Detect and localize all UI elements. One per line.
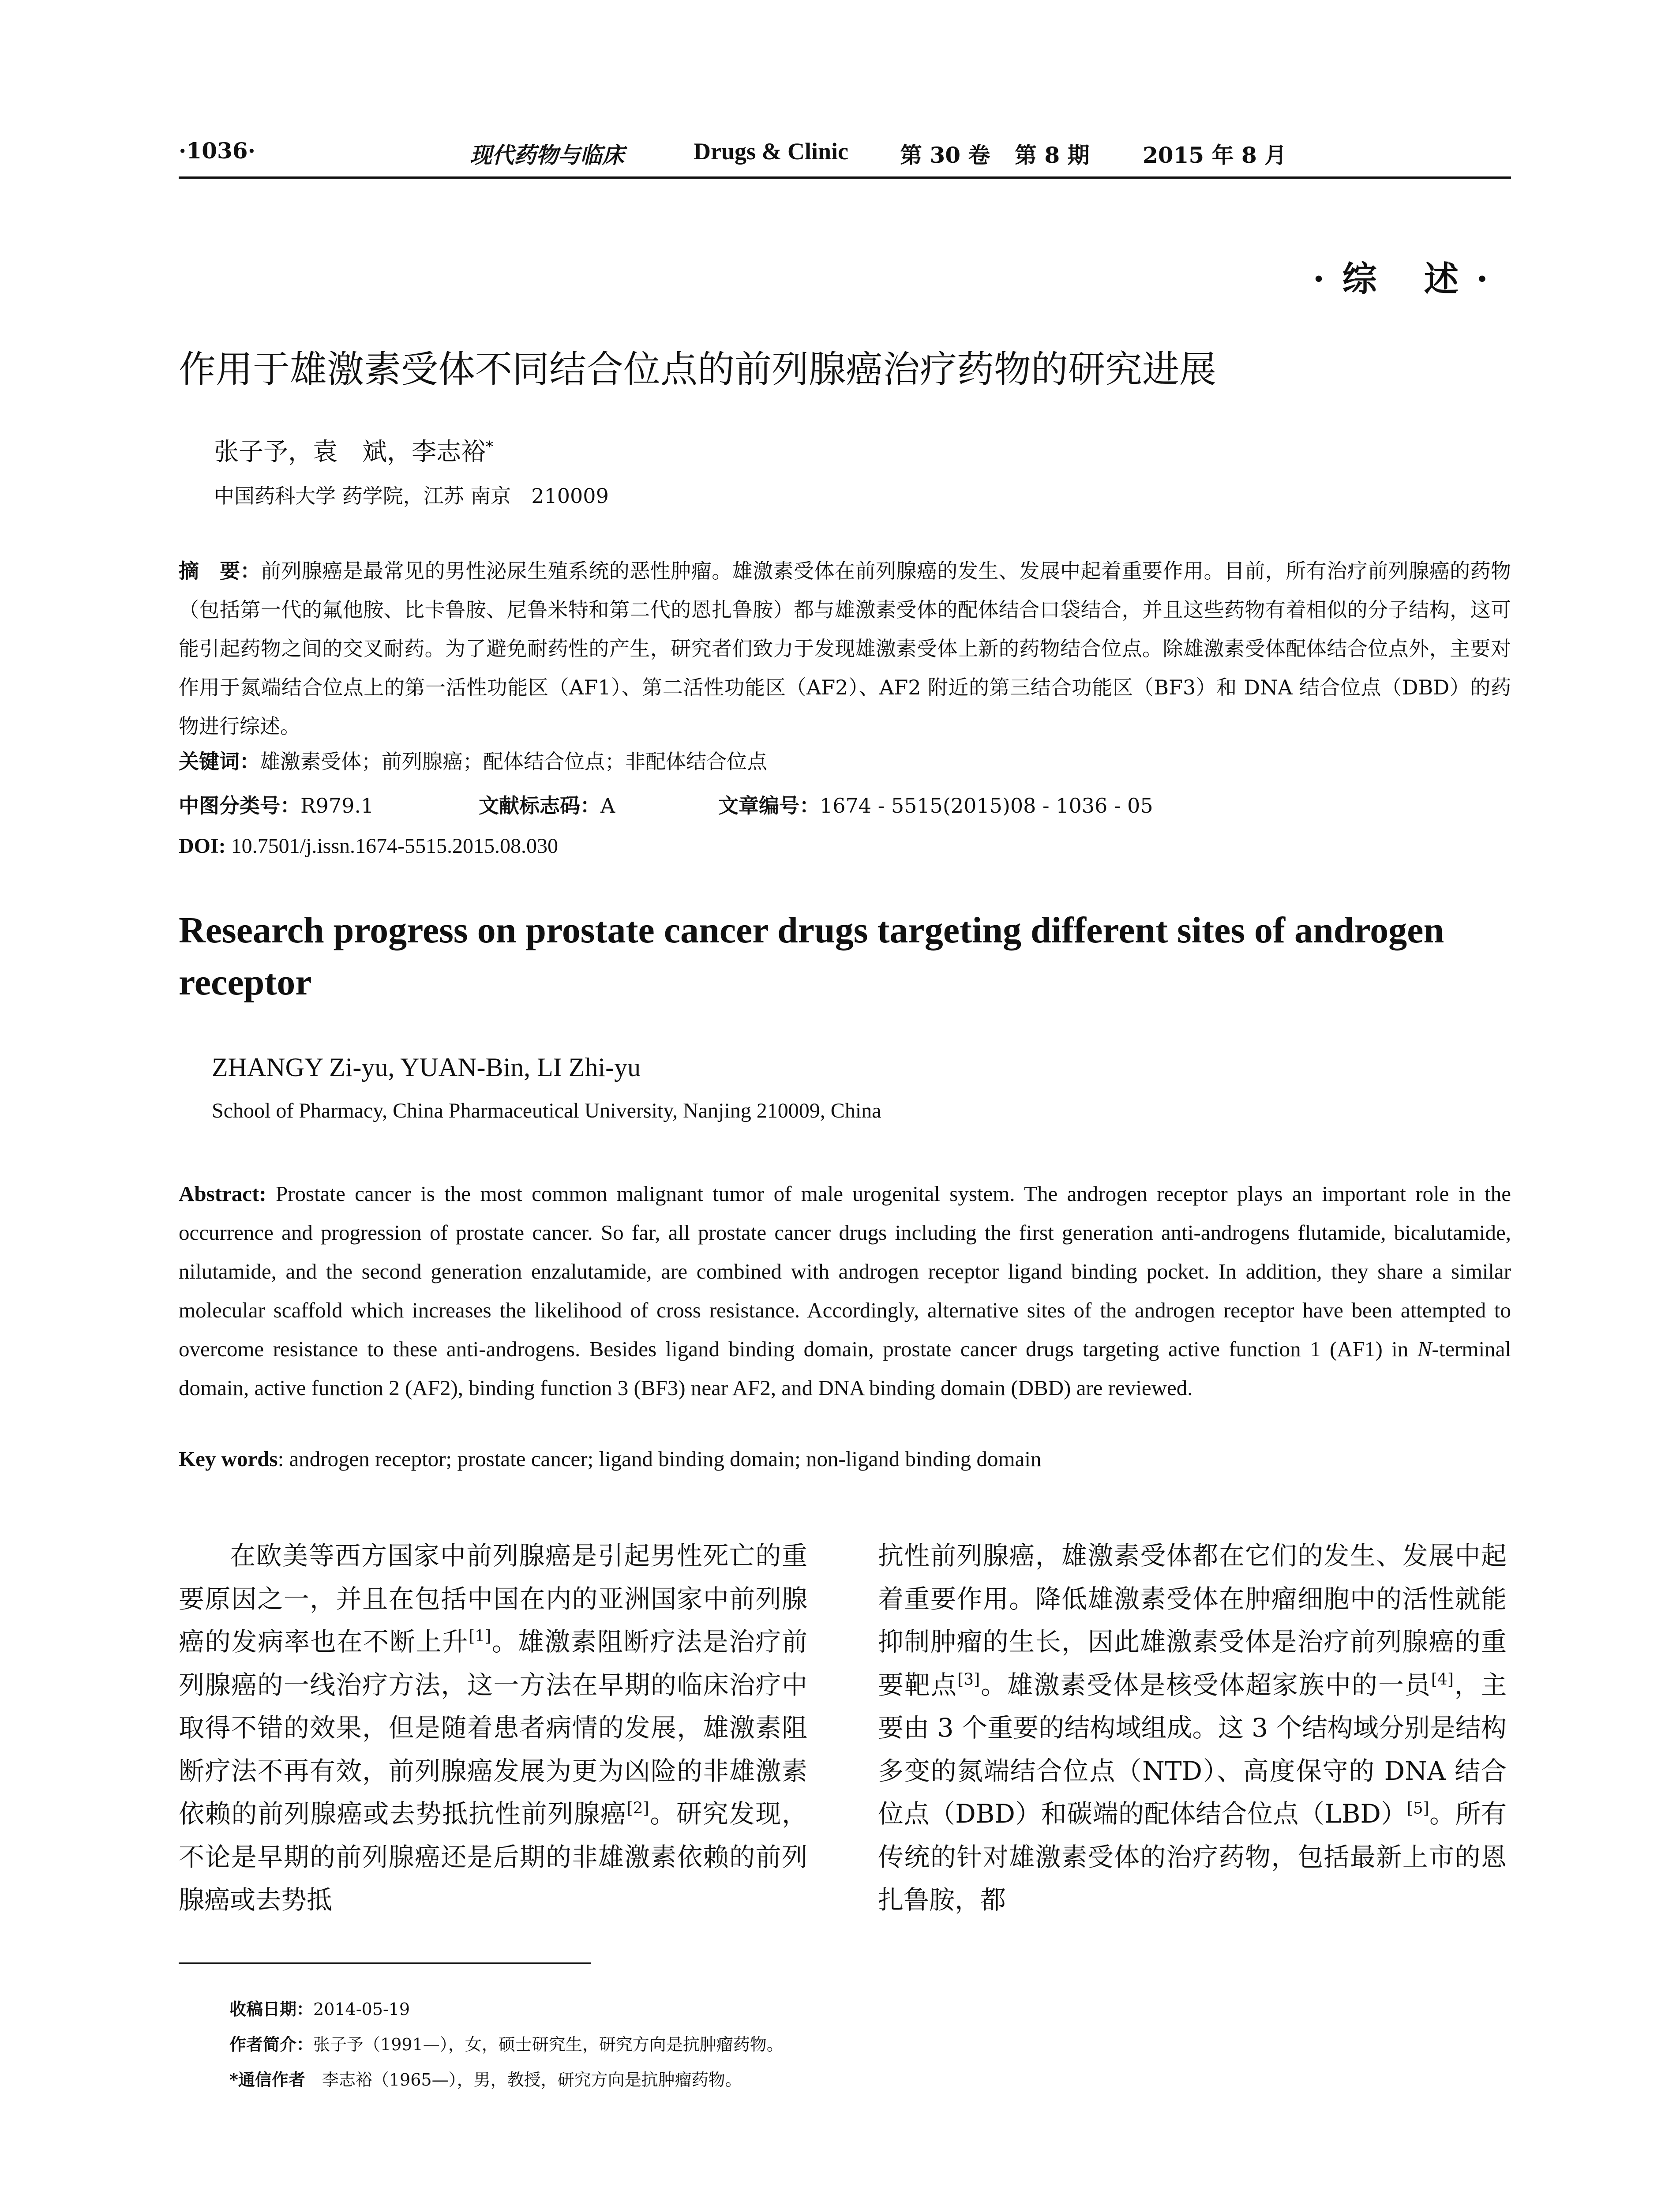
doi-label: DOI:	[179, 834, 226, 858]
body-column-left	[179, 1534, 807, 1922]
section-tag: ·综 述·	[1312, 259, 1506, 299]
footnote-corresponding	[229, 2066, 742, 2090]
keywords-en-label: Key words	[179, 1447, 278, 1471]
article-title-en: Research progress on prostate cancer drugs targeting different sites of androgen receptor	[179, 910, 1444, 1003]
doi	[179, 834, 558, 858]
issue-date: 2015 年 8 月	[1143, 142, 1287, 168]
citation-ref-2[interactable]: [2]	[626, 1799, 649, 1818]
body-left-text-1: 在欧美等西方国家中前列腺癌是引起男性死亡的重要原因之一，并且在包括中国在内的亚洲国家中前列腺癌的发病率也在不断上升	[179, 1541, 807, 1657]
footnote-author	[229, 2031, 784, 2055]
article-number	[718, 790, 1153, 819]
authors-cn	[214, 432, 493, 468]
footnote-received	[229, 1996, 410, 2020]
citation-ref-1[interactable]: [1]	[469, 1627, 491, 1646]
abstract-en-text-1: Prostate cancer is the most common malignant tumor of male urogenital system. The androgen receptor plays an important role in the occurrence and progression of prostate cancer. So far, all prostate cancer drugs including the first generation anti-androgens flutamide, bicalutamide, nilutamide, and the second generation enzalutamide, are combined with androgen receptor ligand binding pocket. In addition, they share a similar molecular scaffold which increases the likelihood of cross resistance. Accordingly, alternative sites of the androgen receptor have been attempted to overcome resistance to these anti-androgens. Besides ligand binding domain, prostate cancer drugs targeting active function 1 (AF1) in	[179, 1182, 1511, 1361]
volume: 第 30 卷	[900, 142, 990, 168]
abstract-cn	[179, 552, 1511, 746]
journal-name-en: Drugs & Clinic	[694, 138, 848, 165]
abstract-en-label: Abstract:	[179, 1182, 266, 1206]
body-right-text-1: 抗性前列腺癌，雄激素受体都在它们的发生、发展中起着重要作用。降低雄激素受体在肿瘤细胞中的活性就能抑制肿瘤的生长，因此雄激素受体是治疗前列腺癌的重要靶点	[878, 1541, 1507, 1700]
document-code-value: A	[600, 794, 615, 818]
body-right-text-4: 。所有传统的针对雄激素受体的治疗药物，包括最新上市的恩扎鲁胺，都	[878, 1799, 1507, 1915]
corresponding-mark: *	[486, 438, 493, 456]
corresponding-label: *通信作者	[229, 2070, 305, 2090]
affiliation-en: School of Pharmacy, China Pharmaceutical University, Nanjing 210009, China	[212, 1099, 881, 1122]
keywords-cn-text: 雄激素受体；前列腺癌；配体结合位点；非配体结合位点	[260, 750, 767, 773]
body-right-text-2: 。雄激素受体是核受体超家族中的一员	[980, 1670, 1431, 1700]
document-code-label: 文献标志码：	[479, 794, 600, 818]
clc-label: 中图分类号：	[179, 794, 300, 818]
header-rule	[179, 176, 1511, 179]
issue: 第 8 期	[1015, 142, 1090, 168]
journal-name-cn: 现代药物与临床	[470, 142, 624, 168]
citation-ref-4[interactable]: [4]	[1431, 1670, 1454, 1689]
article-number-value: 1674 - 5515(2015)08 - 1036 - 05	[820, 794, 1153, 818]
citation-ref-5[interactable]: [5]	[1406, 1799, 1429, 1818]
clc-number	[179, 790, 374, 819]
doi-value[interactable]: 10.7501/j.issn.1674-5515.2015.08.030	[231, 834, 559, 858]
abstract-cn-label: 摘 要：	[179, 559, 261, 583]
page-number: ·1036·	[179, 138, 255, 164]
keywords-en	[179, 1446, 1041, 1471]
keywords-cn	[179, 746, 767, 775]
received-label: 收稿日期：	[229, 1999, 314, 2019]
body-right-text-3: ，主要由 3 个重要的结构域组成。这 3 个结构域分别是结构多变的氮端结合位点（NTD）、高度保守的 DNA 结合位点（DBD）和碳端的配体结合位点（LBD）	[878, 1670, 1507, 1829]
abstract-en	[179, 1174, 1511, 1407]
author-bio-label: 作者简介：	[229, 2034, 314, 2054]
affiliation-cn: 中国药科大学 药学院，江苏 南京 210009	[214, 484, 609, 508]
body-left-text-3: 。研究发现，不论是早期的前列腺癌还是后期的非雄激素依赖的前列腺癌或去势抵	[179, 1799, 807, 1915]
body-column-right	[878, 1534, 1507, 1922]
author-bio: 张子予（1991—），女，硕士研究生，研究方向是抗肿瘤药物。	[313, 2035, 784, 2054]
authors-en: ZHANGY Zi-yu, YUAN-Bin, LI Zhi-yu	[212, 1053, 641, 1082]
abstract-en-text-2: -terminal domain, active function 2 (AF2), binding function 3 (BF3) near AF2, and DNA binding domain (DBD) are reviewed.	[179, 1337, 1511, 1400]
document-code	[479, 790, 615, 819]
clc-value: R979.1	[300, 794, 374, 818]
body-left-text-2: 。雄激素阻断疗法是治疗前列腺癌的一线治疗方法，这一方法在早期的临床治疗中取得不错的效果，但是随着患者病情的发展，雄激素阻断疗法不再有效，前列腺癌发展为更为凶险的非雄激素依赖的前列腺癌或去势抵抗性前列腺癌	[179, 1627, 807, 1829]
keywords-en-text: : androgen receptor; prostate cancer; ligand binding domain; non-ligand binding domain	[278, 1447, 1042, 1471]
received-date: 2014-05-19	[313, 2000, 410, 2019]
article-number-label: 文章编号：	[718, 794, 820, 818]
abstract-cn-text: 前列腺癌是最常见的男性泌尿生殖系统的恶性肿瘤。雄激素受体在前列腺癌的发生、发展中起着重要作用。目前，所有治疗前列腺癌的药物（包括第一代的氟他胺、比卡鲁胺、尼鲁米特和第二代的恩扎鲁胺）都与雄激素受体的配体结合口袋结合，并且这些药物有着相似的分子结构，这可能引起药物之间的交叉耐药。为了避免耐药性的产生，研究者们致力于发现雄激素受体上新的药物结合位点。除雄激素受体配体结合位点外，主要对作用于氮端结合位点上的第一活性功能区（AF1）、第二活性功能区（AF2）、AF2 附近的第三结合功能区（BF3）和 DNA 结合位点（DBD）的药物进行综述。	[179, 559, 1511, 738]
authors-cn-names: 张子予，袁 斌，李志裕	[214, 438, 486, 466]
footnote-rule	[179, 1962, 591, 1964]
article-title-cn: 作用于雄激素受体不同结合位点的前列腺癌治疗药物的研究进展	[179, 348, 1217, 391]
abstract-en-italic: N	[1417, 1337, 1432, 1361]
corresponding-bio: 李志裕（1965—），男，教授，研究方向是抗肿瘤药物。	[305, 2070, 742, 2090]
citation-ref-3[interactable]: [3]	[957, 1670, 980, 1689]
keywords-cn-label: 关键词：	[179, 750, 260, 773]
